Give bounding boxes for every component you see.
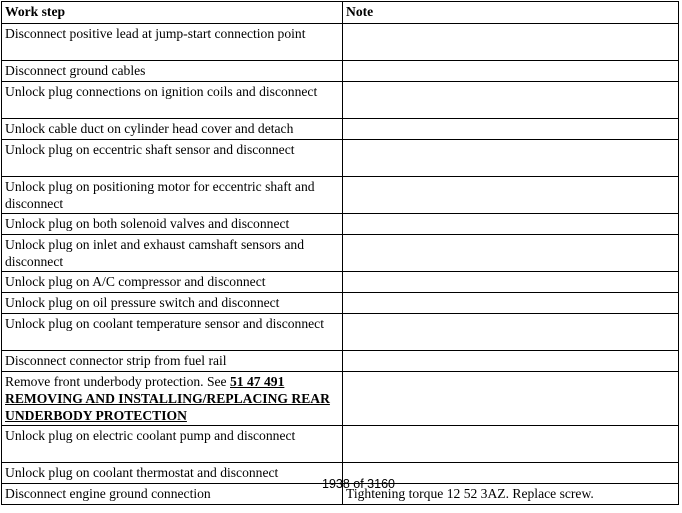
table-row xyxy=(2,119,679,140)
table-row xyxy=(2,351,679,372)
table-row xyxy=(2,177,679,214)
note-cell xyxy=(343,372,679,426)
note-cell xyxy=(343,351,679,372)
note-cell xyxy=(343,140,679,177)
header-work-step: Work step xyxy=(2,2,343,24)
table-row xyxy=(2,61,679,82)
table-row xyxy=(2,372,679,426)
work-step-cell xyxy=(2,372,343,426)
work-step-table xyxy=(1,1,679,505)
step-text: Remove front underbody protection. See xyxy=(5,374,230,389)
work-step-cell: Unlock plug connections on ignition coils and disconnect xyxy=(2,82,343,119)
table-row xyxy=(2,214,679,235)
note-cell xyxy=(343,24,679,61)
note-cell xyxy=(343,314,679,351)
table-row xyxy=(2,293,679,314)
work-step-cell: Unlock plug on inlet and exhaust camshaft sensors and disconnect xyxy=(2,235,343,272)
note-cell xyxy=(343,82,679,119)
work-step-cell: Disconnect engine ground connection xyxy=(2,484,343,505)
page-number: 1938 of 3160 xyxy=(322,477,395,491)
work-step-cell: Unlock cable duct on cylinder head cover and detach xyxy=(2,119,343,140)
table-row xyxy=(2,235,679,272)
work-step-cell: Unlock plug on positioning motor for eccentric shaft and disconnect xyxy=(2,177,343,214)
note-cell xyxy=(343,177,679,214)
table-row xyxy=(2,82,679,119)
table-row xyxy=(2,24,679,61)
header-note: Note xyxy=(343,2,679,24)
work-step-cell: Unlock plug on A/C compressor and disconnect xyxy=(2,272,343,293)
note-cell xyxy=(343,293,679,314)
work-step-cell: Unlock plug on both solenoid valves and disconnect xyxy=(2,214,343,235)
work-step-cell: Disconnect positive lead at jump-start connection point xyxy=(2,24,343,61)
work-step-cell: Unlock plug on eccentric shaft sensor and disconnect xyxy=(2,140,343,177)
table-row xyxy=(2,272,679,293)
work-step-cell: Disconnect ground cables xyxy=(2,61,343,82)
note-cell xyxy=(343,272,679,293)
table-row xyxy=(2,314,679,351)
table-row xyxy=(2,426,679,463)
note-cell xyxy=(343,119,679,140)
table-header-row xyxy=(2,2,679,24)
note-cell xyxy=(343,235,679,272)
work-step-cell: Unlock plug on coolant temperature sensor and disconnect xyxy=(2,314,343,351)
work-step-cell: Disconnect connector strip from fuel rail xyxy=(2,351,343,372)
note-cell: Tightening torque 12 52 3AZ. Replace screw. xyxy=(343,484,679,505)
note-cell xyxy=(343,61,679,82)
cross-reference-link[interactable]: 51 47 491 REMOVING AND INSTALLING/REPLACING REAR UNDERBODY PROTECTION xyxy=(5,374,330,423)
note-cell xyxy=(343,214,679,235)
table-row xyxy=(2,140,679,177)
work-step-cell: Unlock plug on electric coolant pump and disconnect xyxy=(2,426,343,463)
note-cell xyxy=(343,426,679,463)
work-step-cell: Unlock plug on oil pressure switch and disconnect xyxy=(2,293,343,314)
work-step-cell: Unlock plug on coolant thermostat and disconnect xyxy=(2,463,343,484)
